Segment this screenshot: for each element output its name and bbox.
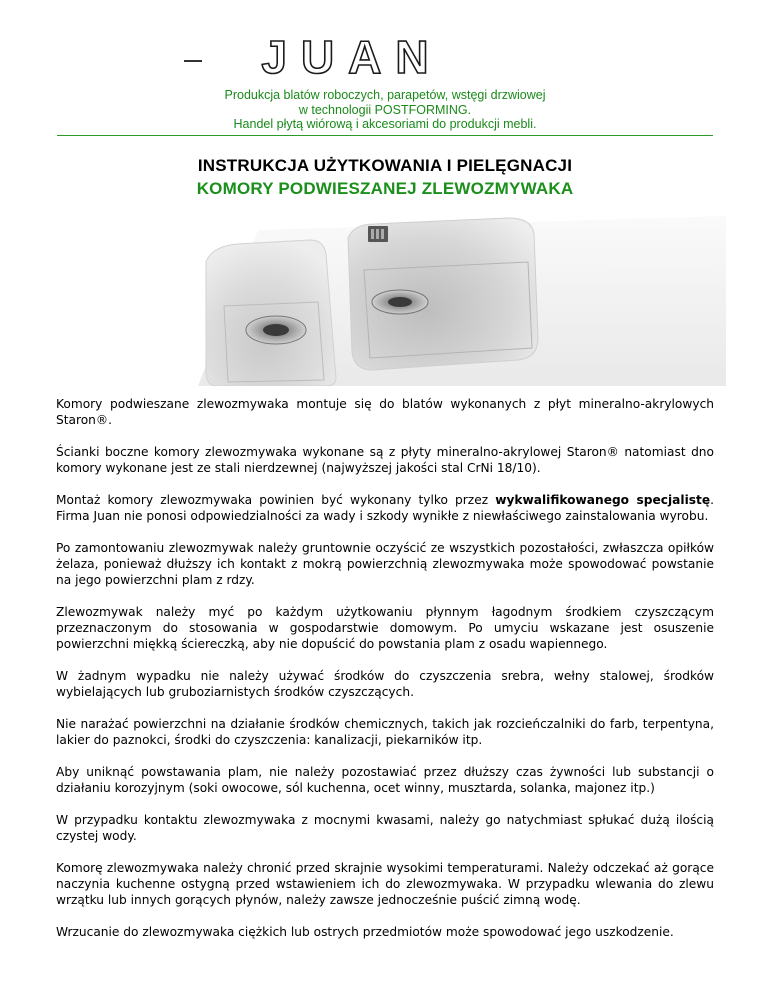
paragraph: Ścianki boczne komory zlewozmywaka wykonane są z płyty mineralno-akrylowej Staron® natomiast dno komory wykonane jest ze stali nierdzewnej (najwyższej jakości stal CrNi 18/10).: [56, 444, 714, 476]
paragraph-text: . Firma Juan nie ponosi odpowiedzialności za wady i szkody wynikłe z niewłaściwego zainstalowania wyrobu.: [56, 492, 714, 524]
document-title: INSTRUKCJA UŻYTKOWANIA I PIELĘGNACJI: [197, 156, 573, 175]
paragraph: Komorę zlewozmywaka należy chronić przed skrajnie wysokimi temperaturami. Należy odczekać aż gorące naczynia kuchenne ostygną przed wstawieniem ich do zlewozmywaka. W przypadku wlewania do zlewu wrzątku lub innych gorących płynów, należy zawsze jednocześnie puścić zimną wodę.: [56, 860, 714, 907]
company-tagline: [150, 88, 620, 132]
paragraph-text: Montaż komory zlewozmywaka powinien być wykonany tylko przez: [56, 492, 496, 507]
paragraph: Wrzucanie do zlewozmywaka ciężkich lub ostrych przedmiotów może spowodować jego uszkodzenie.: [56, 924, 674, 939]
paragraph: Po zamontowaniu zlewozmywak należy gruntownie oczyścić ze wszystkich pozostałości, zwłaszcza opiłków żelaza, ponieważ dłuższy ich kontakt z mokrą powierzchnią zlewozmywaka może spowodować powstanie na jego powierzchni plam z rdzy.: [56, 540, 714, 588]
paragraph: [56, 492, 714, 524]
svg-text:JUAN: JUAN: [261, 33, 443, 81]
tagline-line: Produkcja blatów roboczych, parapetów, wstęgi drzwiowej: [224, 88, 546, 102]
juan-logo: [184, 33, 504, 81]
document-subtitle: KOMORY PODWIESZANEJ ZLEWOZMYWAKA: [196, 179, 574, 198]
header-divider: [57, 135, 713, 136]
paragraph: W żadnym wypadku nie należy używać środków do czyszczenia srebra, wełny stalowej, środków wybielających lub gruboziarnistych środków czyszczących.: [56, 668, 714, 700]
instructions-body: [56, 396, 714, 955]
paragraph: Nie narażać powierzchni na działanie środków chemicznych, takich jak rozcieńczalniki do farb, terpentyna, lakier do paznokci, środki do czyszczenia: kanalizacji, piekarników itp.: [56, 716, 714, 748]
tagline-line: Handel płytą wiórową i akcesoriami do produkcji mebli.: [233, 117, 537, 131]
emphasis: wykwalifikowanego specjalistę: [495, 492, 711, 507]
paragraph: Zlewozmywak należy myć po każdym użytkowaniu płynnym łagodnym środkiem czyszczącym przeznaczonym do stosowania w gospodarstwie domowym. Po umyciu wskazane jest osuszenie powierzchni miękką ściereczką, aby nie dopuścić do powstania plam z osadu wapiennego.: [56, 604, 714, 652]
sink-photo: [198, 210, 726, 386]
paragraph: W przypadku kontaktu zlewozmywaka z mocnymi kwasami, należy go natychmiast spłukać dużą ilością czystej wody.: [56, 812, 714, 843]
paragraph: Aby uniknąć powstawania plam, nie należy pozostawiać przez dłuższy czas żywności lub substancji o działaniu korozyjnym (soki owocowe, sól kuchenna, ocet winny, musztarda, solanka, majonez itp.): [56, 764, 714, 795]
tagline-line: w technologii POSTFORMING.: [298, 102, 472, 117]
paragraph: Komory podwieszane zlewozmywaka montuje się do blatów wykonanych z płyt mineralno-akrylowych Staron®.: [56, 397, 714, 428]
